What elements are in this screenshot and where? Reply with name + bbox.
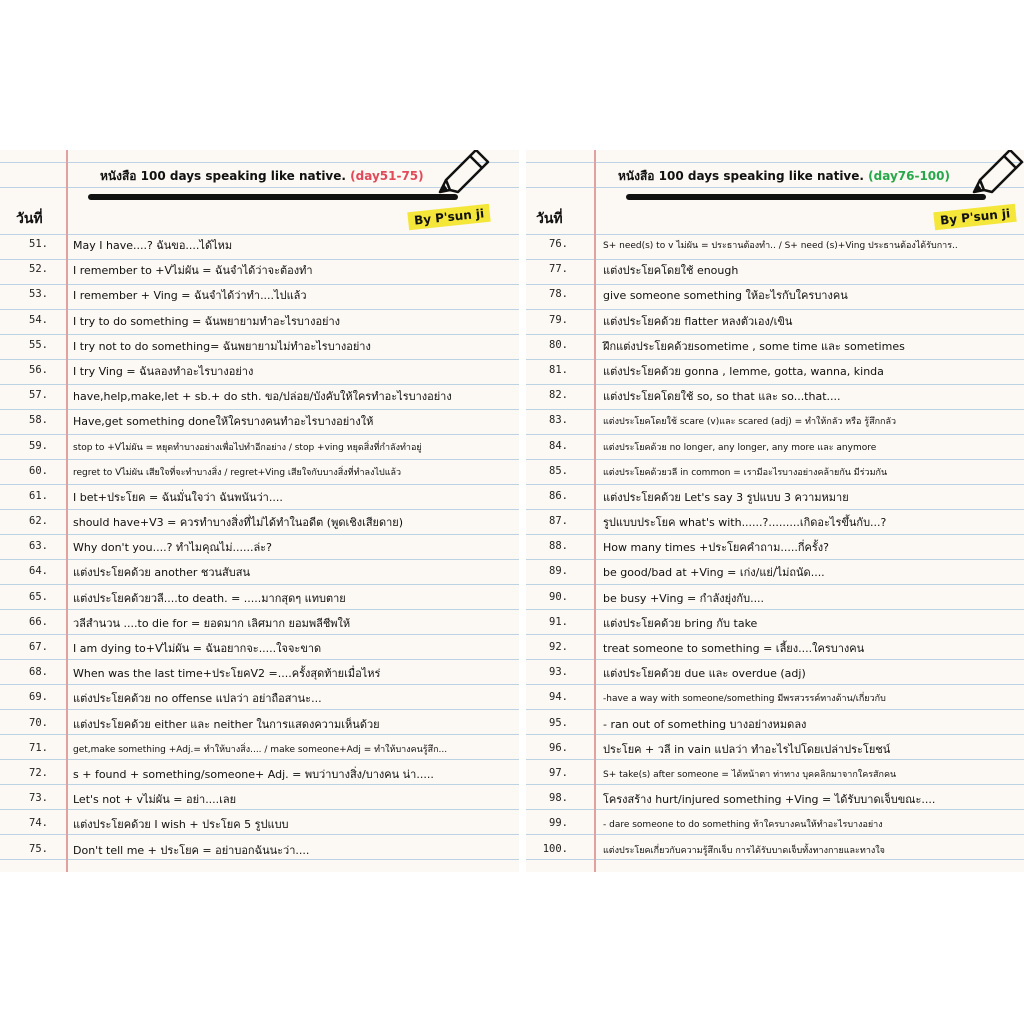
day-number: 67. <box>29 641 48 653</box>
left-page <box>0 150 519 872</box>
list-item <box>526 635 1024 660</box>
entry-text: แต่งประโยคด้วย I wish + ประโยค 5 รูปแบบ <box>73 818 289 832</box>
day-number: 53. <box>29 288 48 301</box>
list-item <box>526 257 1024 282</box>
list-item <box>526 308 1024 333</box>
entry-text: How many times +ประโยคคำถาม.....กี่ครั้ง? <box>603 541 829 555</box>
list-item <box>526 761 1024 786</box>
list-item <box>526 786 1024 811</box>
day-number: 83. <box>549 414 568 427</box>
day-number: 84. <box>549 439 568 452</box>
day-number: 74. <box>29 817 48 830</box>
entry-text: I remember to +Vไม่ผัน = ฉันจำได้ว่าจะต้องทำ <box>73 264 313 278</box>
entry-list <box>526 232 1024 862</box>
entry-text: แต่งประโยคด้วยวลี....to death. = .....มากสุดๆ แทบตาย <box>73 591 346 605</box>
entry-text: แต่งประโยคโดยใช้ so, so that และ so...that.... <box>603 390 841 404</box>
entry-text: แต่งประโยคโดยใช้ scare (v)และ scared (adj) = ทำให้กลัว หรือ รู้สึกกลัว <box>603 417 897 428</box>
day-column-header: วันที่ <box>16 211 43 227</box>
list-item <box>526 837 1024 862</box>
entry-text: S+ need(s) to v ไม่ผัน = ประธานต้องทำ.. / S+ need (s)+Ving ประธานต้องได้รับการ.. <box>603 241 958 251</box>
day-number: 55. <box>29 338 48 351</box>
entry-text: get,make something +Adj.= ทำให้บางสิ่ง.... / make someone+Adj = ทำให้บางคนรู้สึก... <box>73 744 448 755</box>
day-number: 93. <box>549 666 568 679</box>
entry-text: I bet+ประโยค = ฉันมั่นใจว่า ฉันพนันว่า.... <box>73 490 283 504</box>
entry-text: แต่งประโยคด้วย another ชวนสับสน <box>73 566 250 580</box>
entry-text: give someone something ให้อะไรกับใครบางคน <box>603 289 848 303</box>
entry-text: แต่งประโยคด้วย gonna , lemme, gotta, wanna, kinda <box>603 364 884 378</box>
page-title <box>100 167 424 186</box>
entry-text: treat someone to something = เลี้ยง....ใครบางคน <box>603 642 865 655</box>
entry-text: แต่งประโยคด้วย due และ overdue (adj) <box>603 667 806 681</box>
entry-text: should have+V3 = ควรทำบางสิ่งที่ไม่ได้ทำในอดีต (พูดเชิงเสียดาย) <box>73 516 404 530</box>
list-item <box>526 660 1024 685</box>
day-number: 72. <box>29 766 48 779</box>
list-item <box>0 459 519 484</box>
list-item <box>0 685 519 710</box>
entry-list <box>0 232 519 862</box>
day-number: 95. <box>549 716 568 729</box>
list-item <box>0 585 519 610</box>
right-page <box>526 150 1024 872</box>
day-number: 73. <box>29 792 48 805</box>
entry-text: วลีสำนวน ....to die for = ยอดมาก เลิศมาก ยอมพลีชีพให้ <box>73 616 351 630</box>
day-number: 68. <box>29 666 48 679</box>
entry-text: Let's not + vไม่ผัน = อย่า....เลย <box>73 793 237 807</box>
day-number: 88. <box>549 540 568 553</box>
entry-text: รูปแบบประโยค what's with......?.........เกิดอะไรขึ้นกับ...? <box>603 516 887 530</box>
day-number: 65. <box>29 590 48 603</box>
list-item <box>526 610 1024 635</box>
day-number: 51. <box>29 238 48 250</box>
list-item <box>526 434 1024 459</box>
entry-text: แต่งประโยคด้วยวลี in common = เรามีอะไรบางอย่างคล้ายกัน มีร่วมกัน <box>603 467 888 478</box>
day-number: 78. <box>549 288 568 301</box>
day-number: 66. <box>29 615 48 628</box>
day-number: 89. <box>549 565 568 578</box>
day-number: 85. <box>549 464 568 477</box>
day-number: 81. <box>549 363 568 376</box>
entry-text: When was the last time+ประโยคV2 =....ครั้งสุดท้ายเมื่อไหร่ <box>73 667 381 681</box>
day-number: 96. <box>549 741 568 754</box>
list-item <box>526 408 1024 433</box>
day-number: 52. <box>29 263 48 276</box>
entry-text: S+ take(s) after someone = ได้หน้าตา ท่าทาง บุคคลิกมาจากใครสักคน <box>603 769 897 780</box>
list-item <box>526 711 1024 736</box>
day-number: 58. <box>29 414 48 427</box>
day-number: 94. <box>549 691 568 704</box>
entry-text: Why don't you....? ทำไมคุณไม่......ล่ะ? <box>73 541 272 555</box>
list-item <box>0 711 519 736</box>
list-item <box>0 610 519 635</box>
byline-tag: By P'sun ji <box>933 204 1017 230</box>
byline-tag: By P'sun ji <box>407 204 491 230</box>
day-number: 71. <box>29 741 48 754</box>
list-item <box>0 509 519 534</box>
list-item <box>526 282 1024 307</box>
entry-text: I try to do something = ฉันพยายามทำอะไรบางอย่าง <box>73 314 341 328</box>
title-main: หนังสือ 100 days speaking like native. <box>618 169 864 183</box>
day-number: 80. <box>549 338 568 351</box>
page-title <box>618 167 950 186</box>
day-number: 76. <box>549 238 568 250</box>
list-item <box>0 736 519 761</box>
title-main: หนังสือ 100 days speaking like native. <box>100 169 346 183</box>
list-item <box>0 383 519 408</box>
marker-pen-icon <box>970 150 1024 196</box>
list-item <box>0 282 519 307</box>
day-number: 61. <box>29 489 48 502</box>
entry-text: I am dying to+Vไม่ผัน = ฉันอยากจะ.....ใจจะขาด <box>73 642 322 655</box>
day-number: 70. <box>29 716 48 729</box>
day-number: 97. <box>549 766 568 779</box>
entry-text: แต่งประโยคโดยใช้ enough <box>603 264 739 278</box>
list-item <box>0 434 519 459</box>
day-number: 90. <box>549 590 568 603</box>
entry-text: ประโยค + วลี in vain แปลว่า ทำอะไรไปโดยเปล่าประโยชน์ <box>603 742 891 756</box>
title-range: (day51-75) <box>350 169 424 183</box>
entry-text: ฝึกแต่งประโยคด้วยsometime , some time และ sometimes <box>603 339 905 353</box>
entry-text: be good/bad at +Ving = เก่ง/แย่/ไม่ถนัด.... <box>603 566 825 580</box>
day-number: 98. <box>549 792 568 805</box>
list-item <box>0 232 519 257</box>
entry-text: May I have....? ฉันขอ....ได้ไหม <box>73 239 233 252</box>
entry-text: Don't tell me + ประโยค = อย่าบอกฉันนะว่า.... <box>73 843 310 857</box>
list-item <box>0 484 519 509</box>
entry-text: แต่งประโยคด้วย flatter หลงตัวเอง/เขิน <box>603 314 793 328</box>
list-item <box>0 358 519 383</box>
day-number: 62. <box>29 515 48 528</box>
day-number: 64. <box>29 565 48 578</box>
list-item <box>526 685 1024 710</box>
list-item <box>526 509 1024 534</box>
entry-text: - dare someone to do something ท้าใครบางคนให้ทำอะไรบางอย่าง <box>603 820 883 831</box>
entry-text: I try not to do something= ฉันพยายามไม่ทำอะไรบางอย่าง <box>73 339 371 353</box>
entry-text: -have a way with someone/something มีพรสวรรค์ทางด้าน/เกี่ยวกับ <box>603 694 886 705</box>
entry-text: โครงสร้าง hurt/injured something +Ving = ได้รับบาดเจ็บขณะ.... <box>603 793 936 807</box>
entry-text: แต่งประโยคด้วย bring กับ take <box>603 616 758 630</box>
list-item <box>526 811 1024 836</box>
day-number: 87. <box>549 515 568 528</box>
entry-text: - ran out of something บางอย่างหมดลง <box>603 717 807 731</box>
day-number: 79. <box>549 313 568 326</box>
list-item <box>0 257 519 282</box>
list-item <box>526 232 1024 257</box>
list-item <box>0 308 519 333</box>
day-number: 92. <box>549 641 568 653</box>
day-number: 77. <box>549 263 568 276</box>
list-item <box>526 585 1024 610</box>
entry-text: แต่งประโยคด้วย either และ neither ในการแสดงความเห็นด้วย <box>73 717 380 731</box>
list-item <box>0 635 519 660</box>
entry-text: stop to +Vไม่ผัน = หยุดทำบางอย่างเพื่อไปทำอีกอย่าง / stop +ving หยุดสิ่งที่กำลังทำอยู่ <box>73 442 422 453</box>
day-number: 75. <box>29 842 48 855</box>
day-number: 54. <box>29 313 48 326</box>
list-item <box>526 358 1024 383</box>
list-item <box>526 534 1024 559</box>
entry-text: I remember + Ving = ฉันจำได้ว่าทำ....ไปแล้ว <box>73 289 307 303</box>
list-item <box>0 837 519 862</box>
list-item <box>0 408 519 433</box>
day-column-header: วันที่ <box>536 211 563 227</box>
list-item <box>526 459 1024 484</box>
entry-text: be busy +Ving = กำลังยุ่งกับ.... <box>603 591 765 605</box>
marker-pen-icon <box>436 150 492 196</box>
entry-text: แต่งประโยคด้วย no longer, any longer, any more และ anymore <box>603 442 877 453</box>
entry-text: แต่งประโยคด้วย Let's say 3 รูปแบบ 3 ความหมาย <box>603 490 849 504</box>
list-item <box>0 333 519 358</box>
day-number: 63. <box>29 540 48 553</box>
day-number: 60. <box>29 464 48 477</box>
title-underline <box>88 194 458 200</box>
day-number: 91. <box>549 615 568 628</box>
day-number: 69. <box>29 691 48 704</box>
list-item <box>0 811 519 836</box>
day-number: 99. <box>549 817 568 830</box>
list-item <box>0 559 519 584</box>
entry-text: I try Ving = ฉันลองทำอะไรบางอย่าง <box>73 364 254 378</box>
day-number: 82. <box>549 389 568 402</box>
day-number: 57. <box>29 389 48 402</box>
list-item <box>526 383 1024 408</box>
list-item <box>0 761 519 786</box>
title-underline <box>626 194 986 200</box>
entry-text: Have,get something doneให้ใครบางคนทำอะไรบางอย่างให้ <box>73 415 374 429</box>
entry-text: s + found + something/someone+ Adj. = พบว่าบางสิ่ง/บางคน น่า..... <box>73 767 434 781</box>
day-number: 59. <box>29 439 48 452</box>
list-item <box>526 333 1024 358</box>
list-item <box>526 736 1024 761</box>
entry-text: แต่งประโยคเกี่ยวกับความรู้สึกเจ็บ การได้รับบาดเจ็บทั้งทางกายและทางใจ <box>603 845 885 856</box>
title-range: (day76-100) <box>868 169 950 183</box>
day-number: 56. <box>29 363 48 376</box>
entry-text: regret to Vไม่ผัน เสียใจที่จะทำบางสิ่ง / regret+Ving เสียใจกับบางสิ่งที่ทำลงไปแล้ว <box>73 467 402 478</box>
entry-text: have,help,make,let + sb.+ do sth. ขอ/ปล่อย/บังคับให้ใครทำอะไรบางอย่าง <box>73 390 452 404</box>
day-number: 100. <box>542 842 568 855</box>
list-item <box>526 484 1024 509</box>
list-item <box>0 660 519 685</box>
list-item <box>0 786 519 811</box>
list-item <box>0 534 519 559</box>
entry-text: แต่งประโยคด้วย no offense แปลว่า อย่าถือสานะ... <box>73 692 322 706</box>
day-number: 86. <box>549 489 568 502</box>
list-item <box>526 559 1024 584</box>
